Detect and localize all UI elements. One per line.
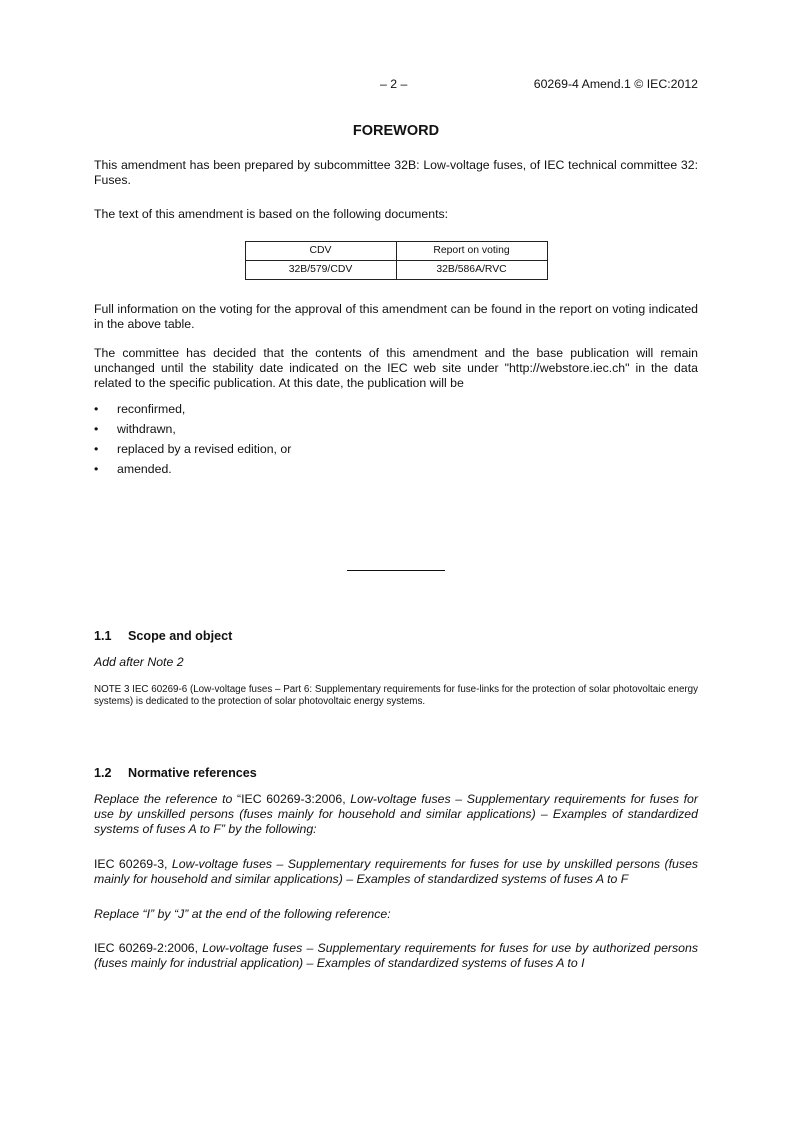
bullet-icon: • — [94, 462, 99, 476]
section-scope — [94, 628, 698, 708]
foreword-paragraph-3: Full information on the voting for the approval of this amendment can be found in the report on voting indicated in the above table. — [94, 302, 698, 331]
section-title: Scope and object — [128, 629, 233, 643]
list-item-text: reconfirmed, — [117, 402, 186, 416]
table-header-row — [245, 242, 547, 261]
section-title: Normative references — [128, 766, 257, 780]
publication-options-list — [94, 402, 698, 482]
bullet-icon: • — [94, 442, 99, 456]
section-heading — [94, 628, 698, 644]
amendment-instruction-replace-letter: Replace “I” by “J” at the end of the following reference: — [94, 907, 391, 921]
reference-title: Low-voltage fuses – Supplementary requirements for fuses for use by unskilled persons (fuses mainly for household and similar applications) – Examples of standardized systems of fuses A to F — [94, 857, 698, 886]
list-item — [94, 442, 698, 462]
instruction-text: ” by the following: — [220, 822, 317, 836]
foreword-section — [94, 122, 698, 482]
documents-table-wrapper — [94, 241, 698, 280]
section-number: 1.2 — [94, 766, 112, 780]
section-divider — [347, 570, 445, 571]
list-item — [94, 402, 698, 422]
instruction-text: Replace the reference to — [94, 792, 238, 806]
table-header-cell: Report on voting — [396, 242, 547, 261]
reference-code: IEC 60269-2:2006, — [94, 941, 203, 955]
document-reference: 60269-4 Amend.1 © IEC:2012 — [533, 77, 698, 91]
amendment-instruction-replace — [94, 792, 698, 837]
section-heading — [94, 765, 698, 781]
note-3: NOTE 3 IEC 60269-6 (Low-voltage fuses – Part 6: Supplementary requirements for fuse-links for the protection of solar photovoltaic energy systems) is dedicated to the protection of solar photovoltaic energy systems. — [94, 684, 698, 707]
amendment-instruction: Add after Note 2 — [94, 655, 184, 669]
page-number: – 2 – — [380, 77, 408, 91]
list-item-text: amended. — [117, 462, 172, 476]
bullet-icon: • — [94, 402, 99, 416]
list-item-text: replaced by a revised edition, or — [117, 442, 292, 456]
page-header — [0, 77, 793, 93]
section-number: 1.1 — [94, 629, 112, 643]
foreword-paragraph-1: This amendment has been prepared by subcommittee 32B: Low-voltage fuses, of IEC technical committee 32: Fuses. — [94, 158, 698, 187]
reference-code: “IEC 60269-3:2006, — [237, 792, 351, 806]
table-cell: 32B/586A/RVC — [396, 261, 547, 280]
bullet-icon: • — [94, 422, 99, 436]
list-item — [94, 462, 698, 482]
foreword-paragraph-4: The committee has decided that the contents of this amendment and the base publication will remain unchanged until the stability date indicated on the IEC web site under "http://webstore.iec.ch" in the data related to the specific publication. At this date, the publication will be — [94, 346, 698, 390]
reference-entry — [94, 941, 698, 971]
table-header-cell: CDV — [245, 242, 396, 261]
reference-entry — [94, 857, 698, 887]
section-normative-references — [94, 765, 698, 971]
reference-title: Low-voltage fuses – Supplementary requirements for fuses for use by authorized persons (fuses mainly for industrial application) – Examples of standardized systems of fuses A to I — [94, 941, 698, 970]
table-cell: 32B/579/CDV — [245, 261, 396, 280]
list-item — [94, 422, 698, 442]
foreword-paragraph-2: The text of this amendment is based on the following documents: — [94, 207, 449, 221]
reference-title: Low-voltage fuses – Supplementary requirements for fuses for use by unskilled persons (fuses mainly for household and similar applications) – Examples of standardized systems of fuses A to F — [94, 792, 698, 836]
reference-code: IEC 60269-3, — [94, 857, 172, 871]
list-item-text: withdrawn, — [117, 422, 176, 436]
documents-table — [245, 241, 548, 280]
foreword-title: FOREWORD — [352, 123, 440, 139]
table-row — [245, 261, 547, 280]
